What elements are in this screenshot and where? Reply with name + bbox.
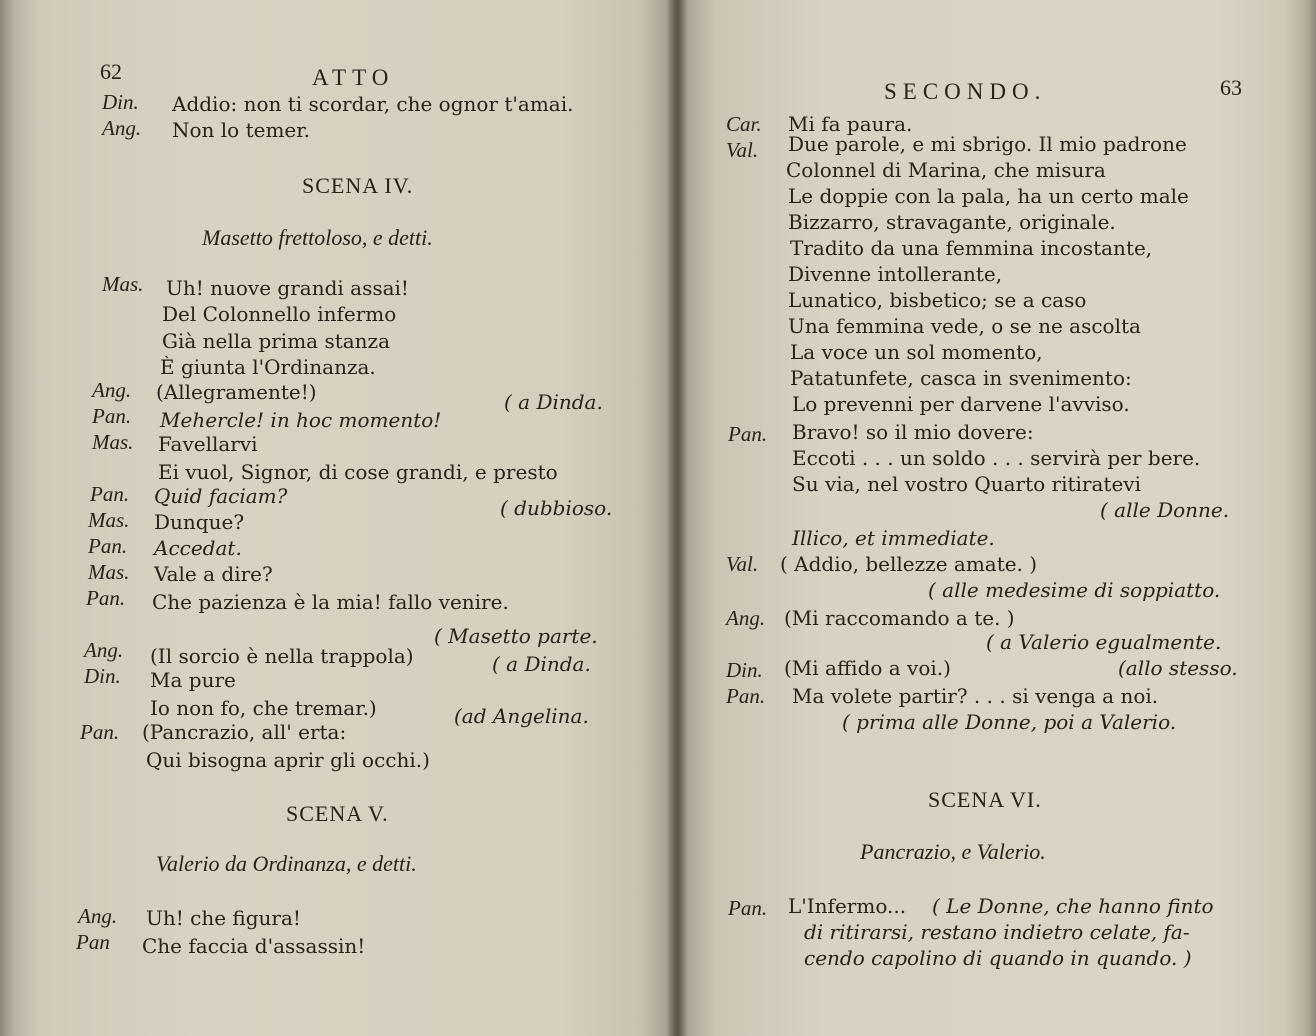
speaker: Ang. [102,116,142,140]
dialogue-line: Patatunfete, casca in svenimento: [790,366,1132,390]
stage-direction: cendo capolino di quando in quando. ) [804,946,1192,970]
speaker: Val. [726,552,759,576]
dialogue-line: Colonnel di Marina, che misura [786,158,1106,182]
page-number-left: 62 [100,59,122,84]
dialogue-line: Che pazienza è la mia! fallo venire. [152,590,509,614]
stage-direction: ( alle medesime di soppiatto. [928,578,1221,602]
dialogue-line: Non lo temer. [172,118,310,142]
scene-title: SCENA VI. [928,787,1042,812]
dialogue-line: Bravo! so il mio dovere: [792,420,1034,444]
dialogue-line: Accedat. [154,536,242,560]
dialogue-line: Uh! nuove grandi assai! [166,276,409,300]
dialogue-line: La voce un sol momento, [790,340,1043,364]
scene-characters: Masetto frettoloso, e detti. [202,225,433,250]
dialogue-line: Già nella prima stanza [162,329,391,353]
speaker: Pan. [728,896,768,920]
running-head-left: ATTO [312,65,395,90]
dialogue-line: (Mi raccomando a te. ) [784,606,1015,630]
speaker: Pan. [86,586,126,610]
dialogue-line: ( Addio, bellezze amate. ) [780,552,1038,576]
dialogue-line: Mehercle! in hoc momento! [160,408,442,432]
stage-direction: ( a Dinda. [504,390,603,414]
dialogue-line: Vale a dire? [154,562,273,586]
speaker: Pan [76,930,110,954]
speaker: Mas. [88,508,130,532]
speaker: Din. [84,664,121,688]
dialogue-line: (Mi affido a voi.) [784,656,951,680]
dialogue-line: Addio: non ti scordar, che ognor t'amai. [172,92,574,116]
speaker: Pan. [88,534,128,558]
dialogue-line: Io non fo, che tremar.) [150,696,377,720]
speaker: Mas. [88,560,130,584]
dialogue-line: Bizzarro, stravagante, originale. [788,210,1116,234]
speaker: Pan. [80,720,120,744]
stage-direction: (allo stesso. [1118,656,1238,680]
dialogue-line: Ei vuol, Signor, di cose grandi, e presto [158,460,558,484]
dialogue-line: Divenne intollerante, [788,262,1003,286]
dialogue-line: Lo prevenni per darvene l'avviso. [792,392,1130,416]
scene-characters: Pancrazio, e Valerio. [860,839,1046,864]
speaker: Pan. [726,684,766,708]
right-page [676,0,1316,1036]
dialogue-line: Favellarvi [158,432,258,456]
dialogue-line: È giunta l'Ordinanza. [160,355,376,379]
dialogue-line: Una femmina vede, o se ne ascolta [788,314,1141,338]
stage-direction: di ritirarsi, restano indietro celate, fa- [804,920,1190,944]
dialogue-line: Uh! che figura! [146,906,301,930]
page-number-right: 63 [1220,75,1242,100]
dialogue-line: Ma pure [150,668,236,692]
dialogue-line: Del Colonnello infermo [162,302,397,326]
speaker: Val. [726,138,759,162]
speaker: Pan. [90,482,130,506]
stage-direction: ( Masetto parte. [434,624,598,648]
speaker: Din. [102,90,139,114]
speaker: Mas. [92,430,134,454]
dialogue-line: Dunque? [154,510,245,534]
dialogue-line: Eccoti . . . un soldo . . . servirà per bere. [792,446,1201,470]
dialogue-line: Quid faciam? [154,484,288,508]
dialogue-line: (Il sorcio è nella trappola) [150,644,414,668]
dialogue-line: Illico, et immediate. [792,526,995,550]
stage-direction: ( a Valerio egualmente. [986,630,1222,654]
dialogue-line: Su via, nel vostro Quarto ritiratevi [792,472,1141,496]
speaker: Ang. [726,606,766,630]
speaker: Din. [726,658,763,682]
dialogue-line: Ma volete partir? . . . si venga a noi. [792,684,1159,708]
dialogue-line: Lunatico, bisbetico; se a caso [788,288,1087,312]
speaker: Mas. [102,272,144,296]
dialogue-line: Tradito da una femmina incostante, [790,236,1153,260]
stage-direction: ( Le Donne, che hanno finto [932,894,1214,918]
scene-title: SCENA IV. [302,173,414,198]
running-head-right: SECONDO. [884,79,1047,104]
speaker: Pan. [728,422,768,446]
speaker: Ang. [92,378,132,402]
dialogue-line: Che faccia d'assassin! [142,934,366,958]
book-gutter [666,0,688,1036]
stage-direction: ( a Dinda. [492,652,591,676]
stage-direction: (ad Angelina. [454,704,589,728]
dialogue-line: L'Infermo... [788,894,907,918]
dialogue-line: Qui bisogna aprir gli occhi.) [146,748,430,772]
dialogue-line: Due parole, e mi sbrigo. Il mio padrone [788,132,1187,156]
scene-characters: Valerio da Ordinanza, e detti. [156,851,417,876]
stage-direction: ( alle Donne. [1100,498,1230,522]
scene-title: SCENA V. [286,801,389,826]
stage-direction: ( dubbioso. [500,496,613,520]
speaker: Car. [726,112,762,136]
dialogue-line: Le doppie con la pala, ha un certo male [788,184,1189,208]
stage-direction: ( prima alle Donne, poi a Valerio. [842,710,1177,734]
dialogue-line: (Allegramente!) [156,380,317,404]
dialogue-line: (Pancrazio, all' erta: [142,720,347,744]
speaker: Pan. [92,404,132,428]
dialogue-line: Mi fa paura. [788,112,913,136]
speaker: Ang. [84,638,124,662]
speaker: Ang. [78,904,118,928]
